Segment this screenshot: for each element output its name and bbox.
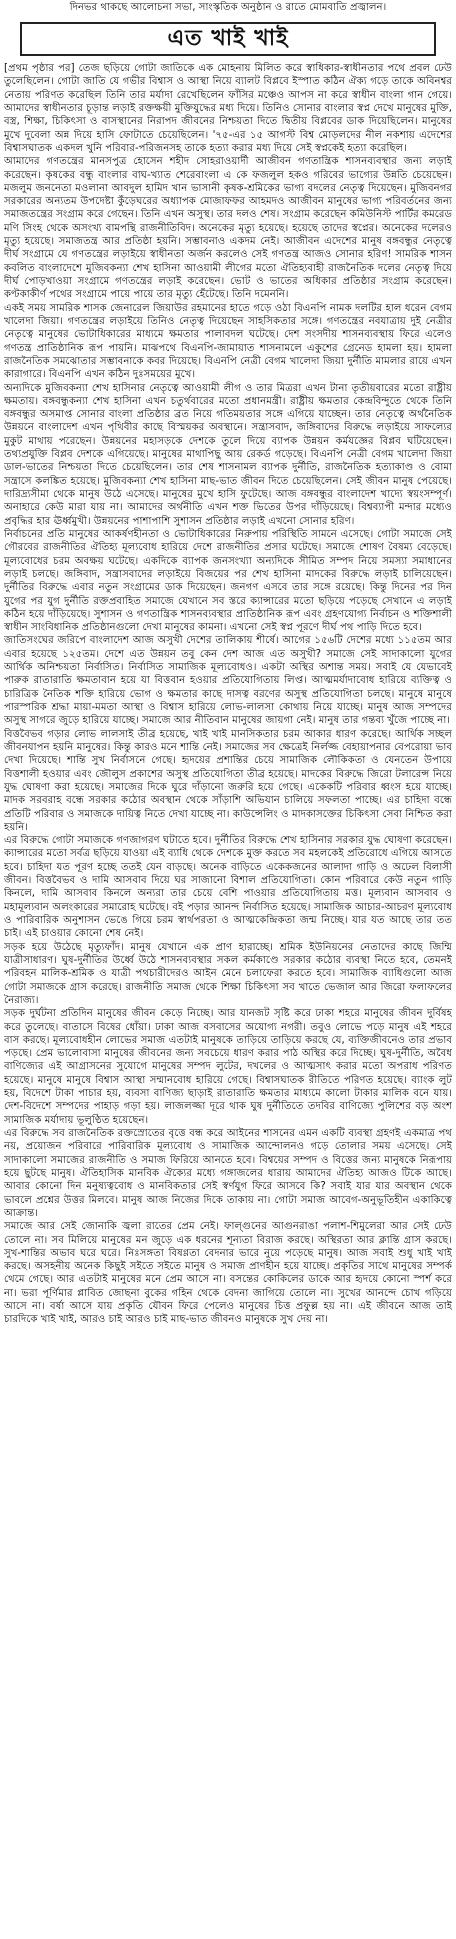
article-paragraph: এর বিরুদ্ধে সব রাজনৈতিক রক্তস্রোতের বৃত্তে বন্ধ করে আইনের শাসনের এমন একটি ব্যবস্থা গ্রহণই একমাত্র পথ নয়, প্রয়োজন পরিবারে পারিবারিক মূল্যবোধ ও সামাজিক আন্দোলনও গড়ে তোলার সময় এসেছে। সেই সাদাকালো সমাজের রাজনীতি ও সমাজ ফিরিয়ে আনতে হবে। বিশ্বয়ের সম্পদ ও বিত্তের জন্য মানুষকে নিরূপায় হয়ে ছুটছে মানুষ। ঐতিহাসিক মানবিক ঐক্যের মধ্যে গঙ্গাজলের ধারায় আমাদের ঐতিহ্য আজও টিকে আছে। আবার কোনো দিন মনুষ্যত্ববোধ ও মানবিকতার সেই স্বর্ণযুগ ফিরে আসবে কি? সবাই যার যার অবস্থান থেকে ভাবলে প্রশ্নের উত্তর মিলবে। মানুষ আজ নিজের দিকে তাকায় না। গোটা সমাজ আবেগ-অনুভূতিহীন একাকিত্বে আক্রান্ত। (4, 1128, 452, 1219)
continued-label: [প্রথম পৃষ্ঠার পর] (4, 63, 75, 74)
previous-article-tail: দিনভর থাকছে আলোচনা সভা, সাংস্কৃতিক অনুষ্ঠান ও রাতে মোমবাতি প্রজ্বালন। (69, 2, 387, 13)
article-paragraph (4, 62, 452, 155)
article-paragraph: জাতিসংঘের জরিপে বাংলাদেশ আজ অসুখী দেশের তালিকায় শীর্ষে। আগের ১৫৬টি দেশের মধ্যে ১১৫তম আর এবার হয়েছে ১২৫তম। দেশে এত উন্নয়ন তবু কেন দেশ আজ এত অসুখী? সমাজে সেই সাদাকালো যুগের আর্থিক অনিশ্চয়তা নির্বাসিত। নির্বাসিত সামাজিক মূল্যবোধও। একটা অস্থির অশান্ত সময়। সবাই যে যেভাবেই পারুক রাতারাতি ক্ষমতাবান হয়ে যা বিত্তবান হওয়ার প্রতিযোগিতায় লিপ্ত। আত্মমর্যাদাবোধ হারিয়ে ব্যক্তিত্ব ও চারিত্রিক নৈতিক শক্তি হারিয়ে ভোগ ও ক্ষমতার কাছে দাসত্ব বরণের অসুস্থ প্রতিযোগিতা চলছে। মানুষে মানুষে পারস্পরিক শ্রদ্ধা মায়া-মমতা আস্থা ও বিশ্বাস হারিয়ে লোভ-লালসা কোথায় নিয়ে যাচ্ছে। মানুষ আজ সম্পদের অসুস্থ সাগরে জুড়ে হারিয়ে যাচ্ছে। সমাজে আর নীতিবান মানুষের জায়গা নেই। মানুষ তার গন্তব্য খুঁজে পাচ্ছে না। (4, 635, 452, 727)
newspaper-clipping (0, 1, 456, 1939)
article-paragraph: একই সময় সামরিক শাসক জেনারেল জিয়াউর রহমানের হাতে গড়ে ওঠা বিএনপি নামক দলটির হাল ধরেন বেগম খালেদা জিয়া। গণতন্ত্রের লড়াইয়ে তিনিও নেতৃত্ব দিয়েছেন সাহসিকতার সঙ্গে। গণতন্ত্রের নবযাত্রায় দুই নেত্রীর নেতৃত্বে মানুষের ভোটাধিকারের মাধ্যমে ক্ষমতার পালাবদল ঘটেছে। দেশ সংসদীয় শাসনব্যবস্থায় ফিরে এলেও গণতন্ত্র প্রাতিষ্ঠানিক রূপ পায়নি। মাঝপথে বিএনপি-জামায়াত শাসনামলে একুশের গ্রেনেড হামলা হয়। হামলা রাজনৈতিক সমঝোতার সম্ভাবনাকে কবর দিয়েছে। বিএনপি নেত্রী বেগম খালেদা জিয়া দুর্নীতি মামলার রায়ে এখন কারাগারে। বিএনপি এখন কঠিন দুঃসময়ের মুখে। (4, 302, 452, 381)
article-body (4, 62, 452, 1934)
article-paragraph: সড়ক দুর্ঘটনা প্রতিদিন মানুষের জীবন কেড়ে নিচ্ছে। আর যানজট সৃষ্টি করে ঢাকা শহরে মানুষের জীবন দুর্বিষহ করে তুলেছে। বাতাসে বিষের ধোঁয়া। ঢাকা আজ বসবাসের অযোগ্য নগরী। তবুও লোভে পড়ে মানুষ এই শহরে বাস করছে। মূল্যবোধহীন লোভের সমাজ এতটাই মানুষকে তাড়িয়ে তাড়িয়ে করছে যে, ব্যক্তিজীবনেও তার প্রভাব পড়ছে। প্রেম ভালোবাসা মানুষের জীবনের জন্য সবচেয়ে ধারণ করার পাঠ অস্থির করে দিচ্ছে। ঘুষ-দুর্নীতি, অবৈধ বাণিজ্যের এই আগ্রাসনের সুযোগে মানুষের সম্পদ লুটের, দখলের ও আত্মসাৎ করার মতো অপরাধ পরিণত হয়েছে। মানুষে মানুষে বিশ্বাস আস্থা সম্মানবোধ হারিয়ে গেছে। বিশ্বাসঘাতক রীতিতে পরিণত হয়েছে। ব্যাংক লুট হয়, বিদেশে টাকা পাচার হয়, ব্যবসা বাণিজ্য ছাড়াই রাতারাতি ক্ষমতার মাধ্যমে কালো টাকার মালিক বনে যায়। দেশ-বিদেশে সম্পদের পাহাড় গড়া হয়। লাজলজ্জা দূরে থাক ঘুষ দুর্নীতিতে তদবির বাণিজ্যে পুলিশের বড় অংশ সামাজিক মর্যাদায় ভূলুণ্ঠিত হয়েছেন। (4, 1008, 452, 1126)
article-paragraph: সড়ক হয়ে উঠেছে মৃত্যুফাঁদ। মানুষ যেখানে এক প্রাণ হারাচ্ছে। শ্রমিক ইউনিয়নের নেতাদের কাছে জিম্মি যাত্রীসাধারণ। ঘুষ-দুর্নীতির উর্ধ্বে উঠে শাসনব্যবস্থার সকল কর্মকাণ্ডে সরকার কঠোর ব্যবস্থা নিতে হবে, তেমনই পরিবহন মালিক-শ্রমিক ও যাত্রী পথচারীদেরও আইন মেনে চলাফেরা করতে হবে। সামাজিক ব্যাধিগুলো আজ গোটা সমাজকে গ্রাস করেছে। রাজনীতি সমাজ থেকে শিক্ষা চিকিৎসা সব খাতে ভেজাল আর জিরো ফলাফলের নৈরাজ্য। (4, 941, 452, 1006)
paragraph-text: তেজ ছড়িয়ে গোটা জাতিকে এক মোহনায় মিলিত করে স্বাধিকার-স্বাধীনতার পথে প্রবল ঢেউ তুলেছিলেন। গোটা জাতি যে গভীর বিশ্বাস ও আস্থা নিয়ে ব্যালট বিপ্লবে ইস্পাত কঠিন ঐক্য গড়ে তাকে অবিনশ্বর নেতায় পরিণত করেছিল তিনি তার মর্যাদা রেখেছিলেন ফাঁসির মঞ্চেও আপস না করে স্বাধীন বাংলা গান গেয়ে। আমাদের স্বাধীনতার চূড়ান্ত লড়াই রক্তক্ষয়ী মুক্তিযুদ্ধের মধ্য দিয়ে। তিনিও সোনার বাংলার স্বপ্ন দেখে মানুষের মুক্তি, বস্ত্র, শিক্ষা, চিকিৎসা ও বাসস্থানের নিরাপদ জীবনের নিশ্চয়তা দিতে দ্বিতীয় বিপ্লবের ডাক দিয়েছিলেন। মানুষের মুখে দুবেলা অন্ন দিয়ে হাসি ফোটাতে চেয়েছিলেন। '৭৫-এর ১৫ আগস্ট বিশ্ব মোড়লদের নীল নকশায় এদেশের বিশ্বাসঘাতক একদল খুনি পরিবার-পরিজনসহ তাকে হত্যা করার মধ্য দিয়ে সেই স্বপ্নকেই হত্যা করেছিল। (4, 63, 452, 154)
article-paragraph: আমাদের গণতন্ত্রের মানসপুত্র হোসেন শহীদ সোহরাওয়ার্দী আজীবন গণতান্ত্রিক শাসনব্যবস্থার জন্য লড়াই করেছেন। কৃষকের বন্ধু বাংলার বাঘ-খ্যাত শেরেবাংলা এ কে ফজলুল হকও গরিবের ভাগ্যের উন্নতি চেয়েছেন। মজলুম জননেতা মওলানা আবদুল হামিদ খান ভাসানী কৃষক-শ্রমিকের ভাগ্য বদলের নেতৃত্ব দিয়েছেন। মুজিবনগর সরকারের অন্যতম উপদেষ্টা কুঁড়েঘরের অধ্যাপক মোজাফফর আহমদও আজীবন মানুষের ভাগ্য পরিবর্তনের জন্য সমাজতন্ত্রের সংগ্রাম করে গেছেন। তিনি এখন অসুস্থ। তার দলও শেষ। সংগ্রাম করেছেন কমিউনিস্ট পার্টির কমরেড মণি সিংহ থেকে অসংখ্য বামপন্থি রাজনীতিবিদ। অনেকের মৃত্যু হয়েছে। হয়েছে তাদের স্বপ্নের। অনেকের দলেরও মৃত্যু হয়েছে। সমাজতন্ত্র আর প্রতিষ্ঠা হয়নি। সম্ভাবনাও একদম নেই। আজীবন এদেশের মানুষ বঙ্গবন্ধুর নেতৃত্বে দীর্ঘ সংগ্রামে যে গণতন্ত্রের লড়াইয়ে স্বাধীনতা অর্জন করলেও সেই গণতন্ত্র আজও সোনার হরিণ! সামরিক শাসন কবলিত বাংলাদেশে মুজিবকন্যা শেখ হাসিনা আওয়ামী লীগের মতো ঐতিহ্যবাহী রাজনৈতিক দলের নেতৃত্ব দিয়ে দীর্ঘ পোড়খাওয়া সংগ্রামে গণতন্ত্রের লড়াই করেছেন। ভোট ও ভাতের অধিকার প্রতিষ্ঠার সংগ্রাম করেছেন। কণ্টকাকীর্ণ পথের সংগ্রামে পায়ে পায়ে তার মৃত্যু হেঁটেছে। তিনি দমেননি। (4, 156, 452, 301)
article-headline: এত খাই খাই (167, 24, 289, 51)
article-paragraph: অন্যদিকে মুজিবকন্যা শেখ হাসিনার নেতৃত্বে আওয়ামী লীগ ও তার মিত্ররা এখন টানা তৃতীয়বারের মতো রাষ্ট্রীয় ক্ষমতায়। বঙ্গবন্ধুকন্যা শেখ হাসিনা এখন চতুর্থবারের মতো প্রধানমন্ত্রী। রাষ্ট্রীয় ক্ষমতার কেন্দ্রবিন্দুতে থেকে তিনি বঙ্গবন্ধুর অসমাপ্ত সোনার বাংলা প্রতিষ্ঠার ব্রত নিয়ে গতিময়তার সঙ্গে এগিয়ে যাচ্ছেন। তার নেতৃত্বে অর্থনৈতিক উন্নয়নে বাংলাদেশ এখন পৃথিবীর কাছে বিস্ময়কর অবস্থানে। সন্ত্রাসবাদ, জঙ্গিবাদের বিরুদ্ধে লড়াইয়ে সাফল্যের মুকুট মাথায় পরেছেন। উন্নয়নের মহাসড়কে দেশকে তুলে দিয়ে ব্যাপক উন্নয়ন কর্মযজ্ঞের বিপ্লব ঘটিয়েছেন। তথ্যপ্রযুক্তি বিপ্লব দেশকে এগিয়েছে। মানুষের মাথাপিছু আয় রেকর্ড গড়েছে। বিএনপি নেত্রী বেগম খালেদা জিয়া ডাল-ভাতের নিশ্চয়তা দিতে চেয়েছিলেন। তার শেষ শাসনামল ব্যাপক দুর্নীতি, রাজনৈতিক হত্যাকাণ্ড ও বোমা সন্ত্রাসে কলঙ্কিত হয়েছে। মুজিবকন্যা শেখ হাসিনা মাছ-ভাত জীবন দিতে চেয়েছিলেন। সেই জীবন মানুষ পেয়েছে। দারিদ্র্যসীমা থেকে মানুষ উঠে এসেছে। মানুষের মুখে হাসি ফুটেছে। আজ বঙ্গবন্ধুর বাংলাদেশ খাদ্যে স্বয়ংসম্পূর্ণ। অনাহারে কেউ মারা যায় না। আমাদের অর্থনীতি এখন শক্ত ভিতের উপর দাঁড়িয়েছে। বিশ্বব্যাপী মন্দার মধ্যেও প্রবৃদ্ধির হার ঊর্ধ্বমুখী। উন্নয়নের পাশাপাশি সুশাসন প্রতিষ্ঠার লড়াই এখনো সোনার হরিণ। (4, 382, 452, 527)
article-paragraph: বিত্তবৈভব গড়ার লোভ লালসাই তীব্র হয়েছে, খাই খাই মানসিকতার চরম আকার ধারণ করেছে। আর্থিক সচ্ছল জীবনযাপন হয়নি মানুষের। কিন্তু কারও মনে শান্তি নেই। সমাজের সব ক্ষেত্রেই নির্লজ্জ বেহায়াপনার বেপরোয়া ভাব দেখা দিয়েছে। শান্তি সুখ নির্বাসনে গেছে। হৃদয়ের প্রশান্তির চেয়ে সামাজিক লৌকিকতা ও যেনতেন উপায়ে বিত্তশালী হওয়ার এবং জৌলুস প্রকাশের অসুস্থ প্রতিযোগিতা তীব্র হয়েছে। মাদকের বিরুদ্ধে জিরো টলারেন্স নিয়ে যুদ্ধ ঘোষণা করা হয়েছে। সমাজের দিকে ঘুরে দাঁড়ানো জরুরি হয়ে গেছে। একেকটি পরিবার ধ্বংস হয়ে যাচ্ছে। মাদক সরবরাহ বন্ধে সরকার কঠোর অবস্থান থেকে সাঁড়াশি অভিযান চালিয়ে সফলতা পাচ্ছে। এর চাহিদা বন্ধে প্রতিটি পরিবার ও সমাজকে দায়িত্ব নিতে দেখা যাচ্ছে না। কাউন্সেলিং ও মাদকাসক্তের চিকিৎসা সেবা নিশ্চিত করা হয়নি। (4, 728, 452, 833)
article-paragraph: এর বিরুদ্ধে গোটা সমাজকে গণজাগরণ ঘটাতে হবে। দুর্নীতির বিরুদ্ধে শেখ হাসিনার সরকার যুদ্ধ ঘোষণা করেছেন। ক্যান্সারের মতো সর্বত্র ছড়িয়ে যাওয়া এই ব্যাধি থেকে দেশকে মুক্ত করতে সব মহলকেই প্রতিরোধে এগিয়ে আসতে হবে। চাহিদা যত পূরণ হচ্ছে ততই যেন বাড়ছে। অনেক বাড়িতে একেকজনের আলাদা গাড়ি ও অঢেল বিলাসী জীবন। বিত্তবৈভব ও দামি আসবাব দিয়ে ঘর সাজানো বিশাল প্রতিযোগিতা। কোন পরিবারে কেউ নতুন গাড়ি কিনলে, দামি আসবাব কিনলে অন্যরা তার চেয়ে বেশি পাওয়ার প্রতিযোগিতায় মত্ত। মূল্যবান আসবাব ও মহামূল্যবান অলংকারের সমারোহ ঘটেছে। বই পড়ার আনন্দ নির্বাসিত হয়েছে। সামাজিক আচার-আচরণ মূল্যবোধ ও পারিবারিক অনুশাসন ভেঙে গিয়ে চরম স্বার্থপরতা ও আত্মকেন্দ্রিকতা জন্ম নিচ্ছে। যার যত আছে তার তত চাই। এই চাওয়ার কোনো শেষ নেই। (4, 835, 452, 940)
article-paragraph: সমাজে আর সেই জোনাকি জ্বলা রাতের প্রেম নেই। ফাল্গুনের আগুনরাঙা পলাশ-শিমুলেরা আর সেই ঢেউ তোলে না। সব মিলিয়ে মানুষের মন জুড়ে এক ধরনের শূন্যতা বিরাজ করছে। অস্থিরতা আর ক্লান্তি গ্রাস করছে। সুখ-শান্তির অভাব ঘরে ঘরে। নিঃসঙ্গতা বিষণ্ণতা বেদনার ভারে নুয়ে পড়েছে মানুষ। আজ সবাই শুধু খাই খাই করছে। অসহনীয় অনেক কিছুই সইতে সইতে মানুষ ও সমাজ প্রাণহীন হয়ে যাচ্ছে। প্রকৃতির সাথে মানুষের সম্পর্ক থেমে গেছে। আর এতটাই মানুষের মনে প্রেম আসে না। বসন্তের কোকিলের ডাকে আর হৃদয়ে কোনো স্পর্শ করে না। ভরা পূর্ণিমার প্লাবিত জোছনা বুকের গহিন থেকে বেদনা জাগিয়ে তোলে না। সুখের আনন্দে চোখ গড়িয়ে আসে না। বর্ষা আসে যায় প্রকৃতি যৌবন ফিরে পেলেও মানুষের চিত্ত প্রফুল্ল হয় না। এই জীবনে আজ তাই চারদিকে খাই খাই, আরও চাই আরও চাই মাছ-ভাত জীবনও মানুষকে সুখ দেয় না। (4, 1221, 452, 1326)
article-paragraph: নির্বাচনের প্রতি মানুষের আকর্ষণহীনতা ও ভোটাধিকারের নিরুপায় পরিস্থিতি সামনে এসেছে। গোটা সমাজে সেই গৌরবের রাজনীতির ঐতিহ্য মূল্যবোধ হারিয়ে দেশে রাজনীতির প্রসার ঘটেছে। সমাজে শোষণ বৈষম্য বেড়েছে। মূল্যবোধের চরম অবক্ষয় ঘটেছে। একদিকে ব্যাপক জনসংখ্যা অন্যদিকে সীমিত সম্পদ নিয়ে সমস্যা সমাধানের লড়াই চলছে। জঙ্গিবাদ, সন্ত্রাসবাদের লড়াইয়ে বিজয়ের পর শেখ হাসিনা মাদকের বিরুদ্ধে লড়াই চালিয়েছেন। দুর্নীতির বিরুদ্ধে এবার নতুন সংগ্রামের ডাক দিয়েছেন। জনগণ এসবে তার সঙ্গে রয়েছে। কিন্তু দিনের পর দিন যুগের পর যুগ দুর্নীতি রক্তপ্রবাহিত সমাজে যেখানে সব স্তরে ক্যান্সারের মতো ছড়িয়ে পড়েছে সেখানে এ লড়াই কঠিন হয়ে দাঁড়িয়েছে। সুশাসন ও গণতান্ত্রিক শাসনব্যবস্থার প্রাতিষ্ঠানিক রূপ এবং গ্রহণযোগ্য নির্বাচন ও শক্তিশালী স্বাধীন সাংবিধানিক প্রতিষ্ঠানগুলো দেখা মানুষের কামনা। এখনো সেই স্বপ্ন পূরণে দীর্ঘ পথ পাড়ি দিতে হবে। (4, 528, 452, 634)
headline-box (20, 22, 436, 56)
